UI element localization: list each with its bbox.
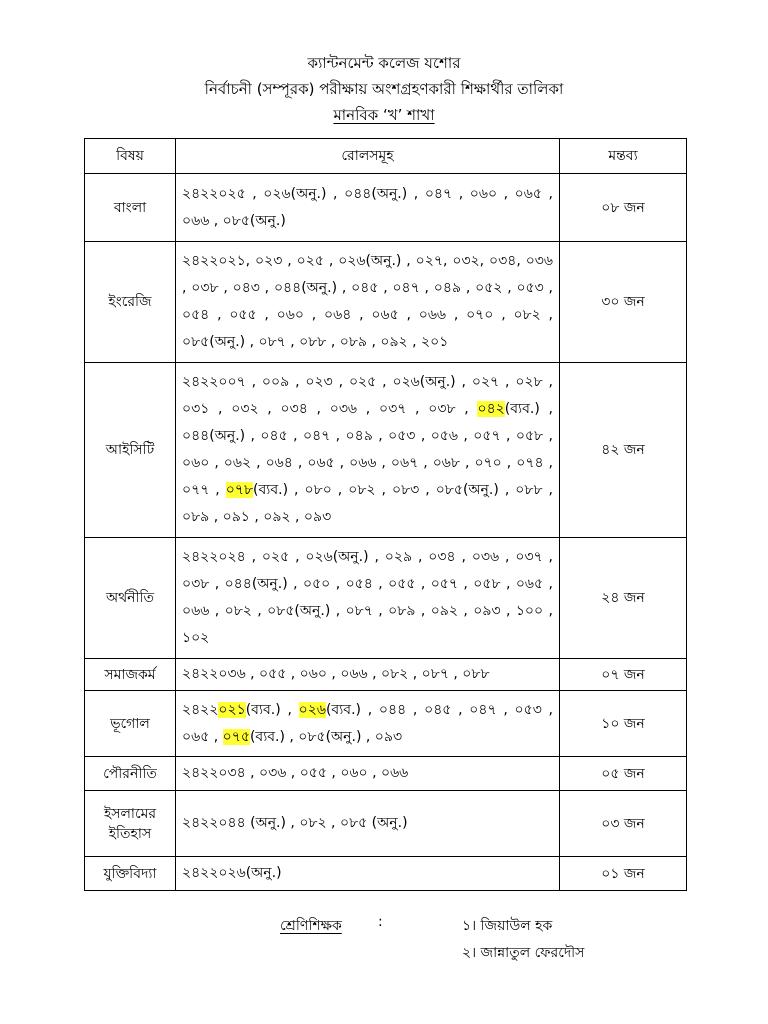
roll-segment: (ব্যব.) , ০৪৪(অনু.) , ০৪৫ , ০৪৭ , ০৪৯ , ০৫৩ , ০৫৬ , ০৫৭ , ০৫৮ , ০৬০ , ০৬২ , ০৬৪ , ০৬৫ , ০৬৬ , ০৬৭ , ০৬৮ , ০৭০ , ০৭৪ , ০৭৭ , <box>182 401 553 498</box>
roll-segment: ২৪২২ <box>182 701 219 718</box>
remarks-cell: ০১ জন <box>560 857 687 891</box>
teacher-name: ১। জিয়াউল হক <box>462 918 553 934</box>
roll-segment: ২৪২২০৪৪ (অনু.) , ০৮২ , ০৮৫ (অনু.) <box>182 815 408 831</box>
rolls-cell <box>176 242 560 363</box>
rolls-cell <box>176 757 560 791</box>
highlighted-roll: ০৪২ <box>477 401 505 417</box>
table-row <box>85 538 687 659</box>
rolls-cell <box>176 363 560 538</box>
rolls-cell <box>176 691 560 757</box>
header-remarks: মন্তব্য <box>560 139 687 174</box>
remarks-cell: ০৭ জন <box>560 659 687 691</box>
rolls-cell <box>176 538 560 659</box>
table-row <box>85 757 687 791</box>
roll-segment: (ব্যব.) , ০৮৫(অনু.) , ০৯৩ <box>249 728 403 745</box>
signature-block <box>0 912 768 972</box>
roll-segment: ২৪২২০২৪ , ০২৫ , ০২৬(অনু.) , ০২৯ , ০৩৪ , ০৩৬ , ০৩৭ , ০৩৮ , ০৪৪(অনু.) , ০৫০ , ০৫৪ , ০৫৫ , ০৫৭ , ০৫৮ , ০৬৫ , ০৬৬ , ০৮২ , ০৮৫(অনু.) , ০৮৭ , ০৮৯ , ০৯২ , ০৯৩ , ১০০ , ১০২ <box>182 549 553 646</box>
highlighted-roll: ০৭৫ <box>222 728 250 745</box>
document-title: নির্বাচনী (সম্পূরক) পরীক্ষায় অংশগ্রহণকারী শিক্ষার্থীর তালিকা <box>204 80 564 98</box>
table-row <box>85 857 687 891</box>
teacher-name: ২। জান্নাতুল ফেরদৌস <box>462 945 585 961</box>
table-row <box>85 174 687 242</box>
highlighted-roll: ০২১ <box>218 701 246 718</box>
remarks-cell: ২৪ জন <box>560 538 687 659</box>
remarks-cell: ৩০ জন <box>560 242 687 363</box>
table-row <box>85 242 687 363</box>
table-row <box>85 691 687 757</box>
roll-segment: (ব্যব.) , ০৪৪ , ০৪৫ , ০৪৭ , ০৫৩ , ০৬৫ , <box>182 701 553 745</box>
subject-cell: ইসলামের ইতিহাস <box>85 791 176 857</box>
roll-segment: ২৪২২০৩৪ , ০৩৬ , ০৫৫ , ০৬০ , ০৬৬ <box>182 765 409 781</box>
roll-segment: ২৪২২০২৫ , ০২৬(অনু.) , ০৪৪(অনু.) , ০৪৭ , ০৬০ , ০৬৫ , ০৬৬ , ০৮৫(অনু.) <box>182 185 553 229</box>
subject-cell: আইসিটি <box>85 363 176 538</box>
subject-cell: যুক্তিবিদ্যা <box>85 857 176 891</box>
remarks-cell: ০৮ জন <box>560 174 687 242</box>
header-rolls: রোলসমূহ <box>176 139 560 174</box>
document-header <box>0 50 768 128</box>
roll-segment: (ব্যব.) , <box>245 701 299 718</box>
rolls-cell <box>176 659 560 691</box>
subject-cell: সমাজকর্ম <box>85 659 176 691</box>
rolls-cell <box>176 174 560 242</box>
rolls-cell <box>176 857 560 891</box>
college-name: ক্যান্টনমেন্ট কলেজ যশোর <box>307 54 461 72</box>
rolls-cell <box>176 791 560 857</box>
table-row <box>85 659 687 691</box>
class-teacher-label: শ্রেণিশিক্ষক <box>280 918 342 934</box>
roll-segment: ২৪২২০০৭ , ০০৯ , ০২৩ , ০২৫ , ০২৬(অনু.) , ০২৭ , ০২৮ , ০৩১ , ০৩২ , ০৩৪ , ০৩৬ , ০৩৭ , ০৩৮ , <box>182 374 553 417</box>
table-row <box>85 791 687 857</box>
table-row <box>85 363 687 538</box>
remarks-cell: ৪২ জন <box>560 363 687 538</box>
remarks-cell: ০৩ জন <box>560 791 687 857</box>
roll-segment: ২৪২২০২১, ০২৩ , ০২৫ , ০২৬(অনু.) , ০২৭, ০৩২, ০৩৪, ০৩৬ , ০৩৮ , ০৪৩ , ০৪৪(অনু.) , ০৪৫ , ০৪৭ , ০৪৯ , ০৫২ , ০৫৩ , ০৫৪ , ০৫৫ , ০৬০ , ০৬৪ , ০৬৫ , ০৬৬ , ০৭০ , ০৮২ , ০৮৫(অনু.) , ০৮৭ , ০৮৮ , ০৮৯ , ০৯২ , ২০১ <box>182 253 553 350</box>
section-title: মানবিক ‘খ’ শাখা <box>333 106 435 124</box>
student-list-table <box>84 138 687 891</box>
subject-cell: ভূগোল <box>85 691 176 757</box>
subject-cell: বাংলা <box>85 174 176 242</box>
table-header-row <box>85 139 687 174</box>
roll-segment: (ব্যব.) , ০৮০ , ০৮২ , ০৮৩ , ০৮৫(অনু.) , ০৮৮ , ০৮৯ , ০৯১ , ০৯২ , ০৯৩ <box>182 482 553 525</box>
subject-cell: অর্থনীতি <box>85 538 176 659</box>
roll-segment: ২৪২২০২৬(অনু.) <box>182 865 282 881</box>
roll-segment: ২৪২২০৩৬ , ০৫৫ , ০৬০ , ০৬৬ , ০৮২ , ০৮৭ , ০৮৮ <box>182 666 490 682</box>
highlighted-roll: ০২৬ <box>298 701 326 718</box>
remarks-cell: ০৫ জন <box>560 757 687 791</box>
table-body <box>85 174 687 891</box>
label-colon: : <box>378 914 383 930</box>
subject-cell: পৌরনীতি <box>85 757 176 791</box>
subject-cell: ইংরেজি <box>85 242 176 363</box>
header-subject: বিষয় <box>85 139 176 174</box>
remarks-cell: ১০ জন <box>560 691 687 757</box>
highlighted-roll: ০৭৮ <box>225 482 254 498</box>
